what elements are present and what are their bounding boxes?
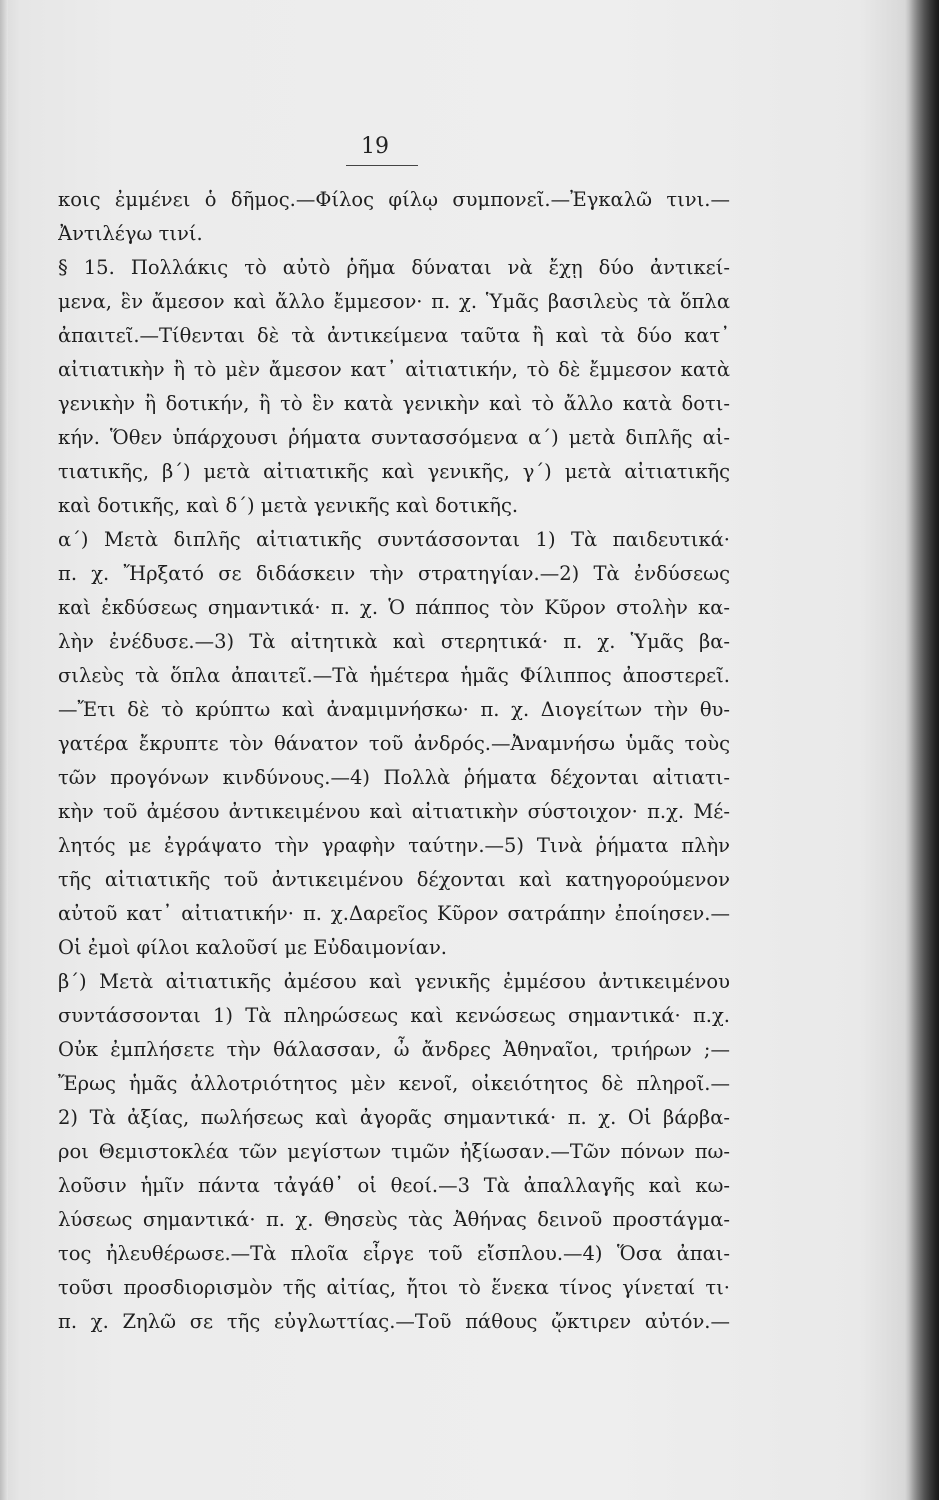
text-line: —Ἔτι δὲ τὸ κρύπτω καὶ ἀναμιμνήσκω· π. χ. Διογείτων τὴν θυ- — [58, 698, 730, 721]
text-line: Οἱ ἐμοὶ φίλοι καλοῦσί με Εὐδαιμονίαν. — [58, 936, 448, 959]
text-line: κοις ἐμμένει ὁ δῆμος.—Φίλος φίλῳ συμπονεῖ.—Ἐγκαλῶ τινι.— — [58, 188, 730, 211]
page-left-edge — [0, 0, 8, 1500]
text-line: § 15. Πολλάκις τὸ αὐτὸ ῥῆμα δύναται νὰ ἔχῃ δύο ἀντικεί- — [58, 256, 730, 279]
text-line: κὴν τοῦ ἀμέσου ἀντικειμένου καὶ αἰτιατικὴν σύστοιχον· π.χ. Μέ- — [58, 800, 730, 823]
text-line: τοῦσι προσδιορισμὸν τῆς αἰτίας, ἤτοι τὸ ἕνεκα τίνος γίνεταί τι· — [58, 1276, 730, 1299]
text-line: καὶ ἐκδύσεως σημαντικά· π. χ. Ὁ πάππος τὸν Κῦρον στολὴν κα- — [58, 596, 730, 619]
text-line: κήν. Ὅθεν ὑπάρχουσι ῥήματα συντασσόμενα α΄) μετὰ διπλῆς αἰ- — [58, 426, 730, 449]
text-line: καὶ δοτικῆς, καὶ δ΄) μετὰ γενικῆς καὶ δοτικῆς. — [58, 494, 519, 517]
text-line: ἀπαιτεῖ.—Τίθενται δὲ τὰ ἀντικείμενα ταῦτα ἢ καὶ τὰ δύο κατ᾽ — [58, 324, 730, 347]
text-line: λητός με ἐγράψατο τὴν γραφὴν ταύτην.—5) Τινὰ ῥήματα πλὴν — [58, 834, 730, 857]
text-line: γατέρα ἔκρυπτε τὸν θάνατον τοῦ ἀνδρός.—Ἀναμνήσω ὑμᾶς τοὺς — [58, 732, 730, 755]
text-line: 2) Τὰ ἀξίας, πωλήσεως καὶ ἀγορᾶς σημαντικά· π. χ. Οἱ βάρβα- — [58, 1106, 730, 1129]
text-line: Οὐκ ἐμπλήσετε τὴν θάλασσαν, ὦ ἄνδρες Ἀθηναῖοι, τριήρων ;— — [58, 1038, 730, 1061]
text-line: β΄) Μετὰ αἰτιατικῆς ἀμέσου καὶ γενικῆς ἐμμέσου ἀντικειμένου — [58, 970, 730, 993]
text-line: τῶν προγόνων κινδύνους.—4) Πολλὰ ῥήματα δέχονται αἰτιατι- — [58, 766, 730, 789]
text-line: α΄) Μετὰ διπλῆς αἰτιατικῆς συντάσσονται 1) Τὰ παιδευτικά· — [58, 528, 730, 551]
page-number-rule — [346, 165, 418, 166]
text-line: γενικὴν ἢ δοτικήν, ἢ τὸ ἓν κατὰ γενικὴν καὶ τὸ ἄλλο κατὰ δοτι- — [58, 392, 730, 415]
text-line: π. χ. Ζηλῶ σε τῆς εὐγλωττίας.—Τοῦ πάθους ᾤκτιρεν αὐτόν.— — [58, 1310, 730, 1333]
text-line: ροι Θεμιστοκλέα τῶν μεγίστων τιμῶν ἠξίωσαν.—Τῶν πόνων πω- — [58, 1140, 730, 1163]
text-line: Ἀντιλέγω τινί. — [58, 222, 203, 245]
body-text — [58, 183, 730, 1339]
text-line: λύσεως σημαντικά· π. χ. Θησεὺς τὰς Ἀθήνας δεινοῦ προστάγμα- — [58, 1208, 730, 1231]
text-line: τος ἠλευθέρωσε.—Τὰ πλοῖα εἶργε τοῦ εἴσπλου.—4) Ὅσα ἀπαι- — [58, 1242, 730, 1265]
text-line: λὴν ἐνέδυσε.—3) Τὰ αἰτητικὰ καὶ στερητικά· π. χ. Ὑμᾶς βα- — [58, 630, 730, 653]
text-line: συντάσσονται 1) Τὰ πληρώσεως καὶ κενώσεως σημαντικά· π.χ. — [58, 1004, 730, 1027]
page-binding-shadow — [909, 0, 939, 1500]
text-line: π. χ. Ἤρξατό σε διδάσκειν τὴν στρατηγίαν.—2) Τὰ ἐνδύσεως — [58, 562, 730, 585]
text-line: τῆς αἰτιατικῆς τοῦ ἀντικειμένου δέχονται καὶ κατηγορούμενον — [58, 868, 730, 891]
text-line: Ἔρως ἡμᾶς ἀλλοτριότητος μὲν κενοῖ, οἰκειότητος δὲ πληροῖ.— — [58, 1072, 730, 1095]
text-line: σιλεὺς τὰ ὅπλα ἀπαιτεῖ.—Τὰ ἡμέτερα ἡμᾶς Φίλιππος ἀποστερεῖ. — [58, 664, 730, 687]
text-line: μενα, ἓν ἄμεσον καὶ ἄλλο ἔμμεσον· π. χ. Ὑμᾶς βασιλεὺς τὰ ὅπλα — [58, 290, 730, 313]
text-line: λοῦσιν ἡμῖν πάντα τἀγάθ᾽ οἱ θεοί.—3 Τὰ ἀπαλλαγῆς καὶ κω- — [58, 1174, 730, 1197]
text-line: τιατικῆς, β΄) μετὰ αἰτιατικῆς καὶ γενικῆς, γ΄) μετὰ αἰτιατικῆς — [58, 460, 730, 483]
text-line: αὐτοῦ κατ᾽ αἰτιατικήν· π. χ.Δαρεῖος Κῦρον σατράπην ἐποίησεν.— — [58, 902, 730, 925]
page-number: 19 — [361, 134, 389, 159]
text-line: αἰτιατικὴν ἢ τὸ μὲν ἄμεσον κατ᾽ αἰτιατικήν, τὸ δὲ ἔμμεσον κατὰ — [58, 358, 730, 381]
